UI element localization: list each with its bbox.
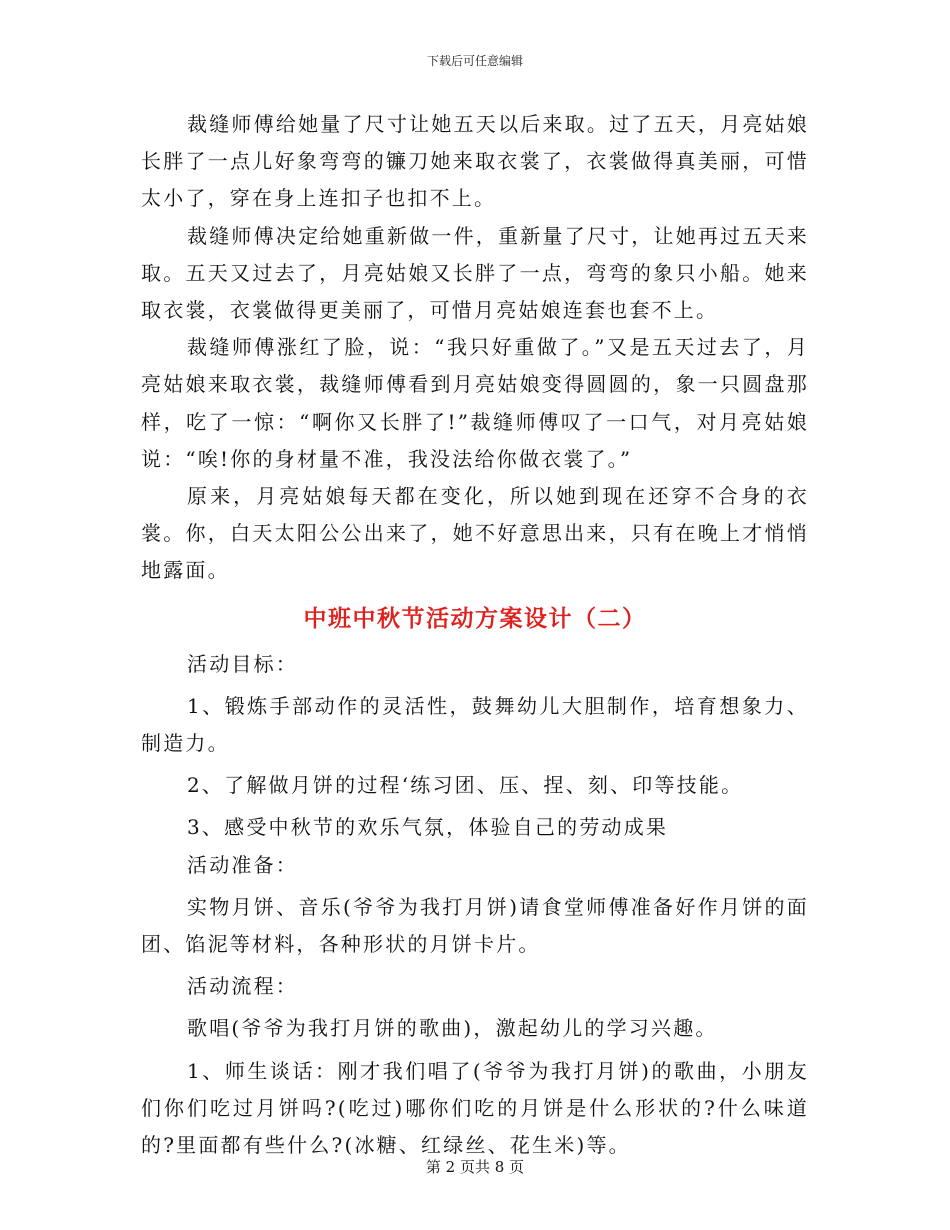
document-body: [141, 106, 809, 1164]
prep-text: 实物月饼、音乐(爷爷为我打月饼)请食堂师傅准备好作月饼的面团、馅泥等材料，各种形状的月饼卡片。: [141, 894, 809, 957]
flow-label: 活动流程：: [187, 974, 298, 999]
prep-label: 活动准备：: [187, 852, 298, 877]
goal-item-1: 1、锻炼手部动作的灵活性，鼓舞幼儿大胆制作，培育想象力、制造力。: [141, 693, 809, 756]
page-footer: 第 2 页共 8 页: [425, 1158, 525, 1176]
flow-item-1: 歌唱(爷爷为我打月饼的歌曲)，激起幼儿的学习兴趣。: [187, 1016, 718, 1041]
goal-item-3: 3、感受中秋节的欢乐气氛，体验自己的劳动成果: [187, 815, 669, 840]
story-paragraph-1: 裁缝师傅给她量了尺寸让她五天以后来取。过了五天，月亮姑娘长胖了一点儿好象弯弯的镰刀她来取衣裳了，衣裳做得真美丽，可惜太小了，穿在身上连扣子也扣不上。: [141, 112, 809, 211]
flow-item-2: 1、师生谈话：刚才我们唱了(爷爷为我打月饼)的歌曲，小朋友们你们吃过月饼吗?(吃过)哪你们吃的月饼是什么形状的?什么味道的?里面都有些什么?(冰糖、红绿丝、花生米)等。: [141, 1058, 809, 1158]
story-paragraph-2: 裁缝师傅决定给她重新做一件，重新量了尺寸，让她再过五天来取。五天又过去了，月亮姑娘又长胖了一点，弯弯的象只小船。她来取衣裳，衣裳做得更美丽了，可惜月亮姑娘连套也套不上。: [141, 223, 809, 323]
story-paragraph-4: 原来，月亮姑娘每天都在变化，所以她到现在还穿不合身的衣裳。你，白天太阳公公出来了，她不好意思出来，只有在晚上才悄悄地露面。: [141, 484, 809, 583]
goal-item-2: 2、了解做月饼的过程‘练习团、压、捏、刻、印等技能。: [187, 773, 744, 798]
page-header: 下载后可任意编辑: [426, 54, 523, 68]
goals-label: 活动目标：: [187, 651, 298, 676]
story-paragraph-3: 裁缝师傅涨红了脸，说：“我只好重做了。”又是五天过去了，月亮姑娘来取衣裳，裁缝师傅看到月亮姑娘变得圆圆的，象一只圆盘那样，吃了一惊：“啊你又长胖了!”裁缝师傅叹了一口气，对月亮姑娘说：“唉!你的身材量不准，我没法给你做衣裳了。”: [141, 335, 809, 471]
section-title: 中班中秋节活动方案设计（二）: [303, 604, 647, 632]
